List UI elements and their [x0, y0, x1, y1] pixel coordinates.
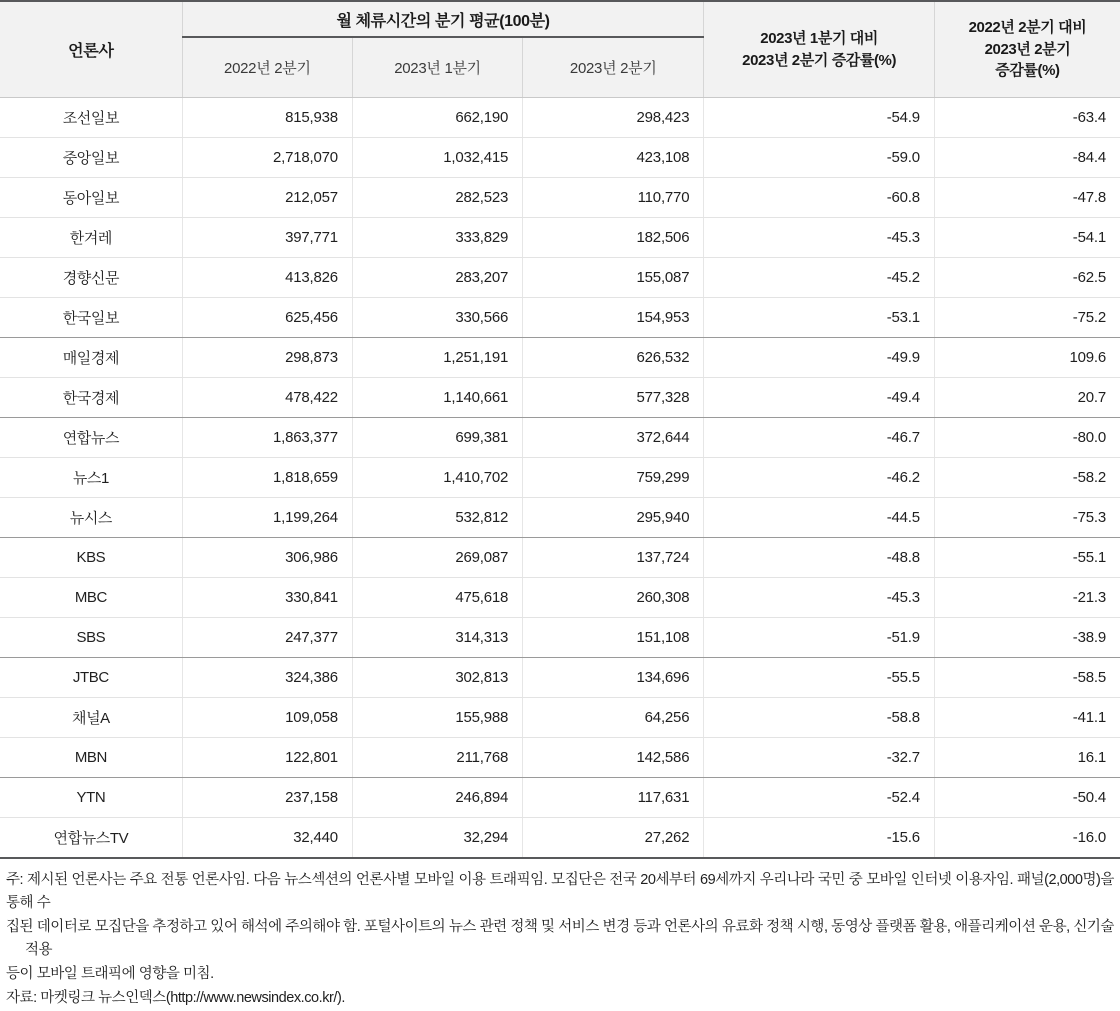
cell-q2-2022: 478,422: [182, 378, 352, 418]
cell-growth-yoy: 20.7: [934, 378, 1120, 418]
cell-q1-2023: 282,523: [352, 178, 522, 218]
cell-growth-yoy: -55.1: [934, 538, 1120, 578]
note-source: 자료: 마켓링크 뉴스인덱스(http://www.newsindex.co.kr/).: [6, 990, 345, 1007]
cell-outlet: 경향신문: [0, 258, 182, 298]
cell-outlet: KBS: [0, 538, 182, 578]
cell-q2-2023: 155,087: [523, 258, 704, 298]
cell-growth-qoq: -48.8: [704, 538, 935, 578]
cell-q1-2023: 302,813: [352, 658, 522, 698]
table-row: [0, 778, 1120, 818]
cell-growth-yoy: -75.3: [934, 498, 1120, 538]
cell-q1-2023: 32,294: [352, 818, 522, 859]
cell-growth-qoq: -46.7: [704, 418, 935, 458]
table-row: [0, 818, 1120, 859]
cell-growth-qoq: -51.9: [704, 618, 935, 658]
cell-growth-yoy: -38.9: [934, 618, 1120, 658]
cell-growth-qoq: -45.2: [704, 258, 935, 298]
cell-q2-2022: 212,057: [182, 178, 352, 218]
cell-q2-2022: 1,863,377: [182, 418, 352, 458]
cell-q2-2023: 27,262: [523, 818, 704, 859]
cell-outlet: 중앙일보: [0, 138, 182, 178]
table-row: [0, 298, 1120, 338]
cell-outlet: 뉴시스: [0, 498, 182, 538]
cell-q2-2023: 260,308: [523, 578, 704, 618]
cell-q2-2022: 330,841: [182, 578, 352, 618]
cell-q2-2023: 64,256: [523, 698, 704, 738]
cell-q2-2023: 154,953: [523, 298, 704, 338]
note-line-1: 주: 제시된 언론사는 주요 전통 언론사임. 다음 뉴스섹션의 언론사별 모바일 이용 트래픽임. 모집단은 전국 20세부터 69세까지 우리나라 국민 중 모바일 인터넷 이용자임. 패널(2,000명)을 통해 수: [6, 872, 1114, 912]
cell-q2-2022: 109,058: [182, 698, 352, 738]
note-line-2: 집된 데이터로 모집단을 추정하고 있어 해석에 주의해야 함. 포털사이트의 뉴스 관련 정책 및 서비스 변경 등과 언론사의 유료화 정책 시행, 동영상 플랫폼 활용, 애플리케이션 운용, 신기술 적용: [6, 918, 1114, 959]
cell-q2-2022: 32,440: [182, 818, 352, 859]
cell-growth-yoy: -21.3: [934, 578, 1120, 618]
header-outlet: 언론사: [0, 1, 182, 98]
cell-growth-qoq: -32.7: [704, 738, 935, 778]
cell-outlet: SBS: [0, 618, 182, 658]
cell-outlet: 한국경제: [0, 378, 182, 418]
cell-growth-qoq: -44.5: [704, 498, 935, 538]
cell-q1-2023: 333,829: [352, 218, 522, 258]
cell-q2-2023: 372,644: [523, 418, 704, 458]
table-row: [0, 578, 1120, 618]
cell-q1-2023: 246,894: [352, 778, 522, 818]
table-row: [0, 98, 1120, 138]
cell-q2-2022: 815,938: [182, 98, 352, 138]
cell-outlet: JTBC: [0, 658, 182, 698]
cell-q1-2023: 269,087: [352, 538, 522, 578]
note-line-3: 등이 모바일 트래픽에 영향을 미침.: [6, 965, 214, 982]
table-row: [0, 178, 1120, 218]
cell-q1-2023: 699,381: [352, 418, 522, 458]
cell-q2-2022: 397,771: [182, 218, 352, 258]
cell-outlet: 조선일보: [0, 98, 182, 138]
table-row: [0, 538, 1120, 578]
cell-q1-2023: 1,140,661: [352, 378, 522, 418]
header-sub-q2-2022: 2022년 2분기: [182, 37, 352, 98]
cell-growth-yoy: -84.4: [934, 138, 1120, 178]
cell-outlet: 뉴스1: [0, 458, 182, 498]
cell-outlet: MBN: [0, 738, 182, 778]
cell-q2-2023: 759,299: [523, 458, 704, 498]
cell-growth-yoy: -63.4: [934, 98, 1120, 138]
cell-outlet: 한국일보: [0, 298, 182, 338]
header-row-top: [0, 1, 1120, 37]
cell-growth-qoq: -45.3: [704, 578, 935, 618]
header-growth-yoy-line1: 2022년 2분기 대비: [968, 18, 1087, 36]
cell-outlet: 연합뉴스TV: [0, 818, 182, 859]
cell-q1-2023: 283,207: [352, 258, 522, 298]
cell-growth-yoy: -47.8: [934, 178, 1120, 218]
cell-q2-2022: 1,199,264: [182, 498, 352, 538]
table-row: [0, 138, 1120, 178]
cell-growth-qoq: -49.9: [704, 338, 935, 378]
header-growth-yoy: [934, 1, 1120, 98]
header-growth-qoq-line1: 2023년 1분기 대비: [760, 29, 878, 47]
header-growth-qoq-line2: 2023년 2분기 증감률(%): [742, 51, 897, 69]
header-group-avg-duration: 월 체류시간의 분기 평균(100분): [182, 1, 704, 37]
cell-outlet: 한겨레: [0, 218, 182, 258]
cell-q2-2022: 298,873: [182, 338, 352, 378]
cell-growth-qoq: -60.8: [704, 178, 935, 218]
table-head: [0, 1, 1120, 98]
cell-q1-2023: 1,251,191: [352, 338, 522, 378]
cell-q2-2023: 577,328: [523, 378, 704, 418]
cell-q2-2023: 117,631: [523, 778, 704, 818]
cell-growth-yoy: -62.5: [934, 258, 1120, 298]
cell-growth-yoy: -58.5: [934, 658, 1120, 698]
cell-q2-2022: 122,801: [182, 738, 352, 778]
cell-q2-2022: 237,158: [182, 778, 352, 818]
cell-q2-2022: 306,986: [182, 538, 352, 578]
cell-q1-2023: 532,812: [352, 498, 522, 538]
cell-outlet: 동아일보: [0, 178, 182, 218]
cell-q1-2023: 475,618: [352, 578, 522, 618]
cell-growth-yoy: -50.4: [934, 778, 1120, 818]
table-row: [0, 698, 1120, 738]
cell-q2-2023: 295,940: [523, 498, 704, 538]
cell-q2-2023: 626,532: [523, 338, 704, 378]
header-sub-q2-2023: 2023년 2분기: [523, 37, 704, 98]
cell-q1-2023: 314,313: [352, 618, 522, 658]
cell-growth-qoq: -46.2: [704, 458, 935, 498]
table-row: [0, 258, 1120, 298]
table-row: [0, 618, 1120, 658]
table-row: [0, 738, 1120, 778]
cell-growth-qoq: -59.0: [704, 138, 935, 178]
cell-growth-qoq: -45.3: [704, 218, 935, 258]
cell-growth-yoy: 109.6: [934, 338, 1120, 378]
cell-outlet: YTN: [0, 778, 182, 818]
cell-outlet: 연합뉴스: [0, 418, 182, 458]
cell-q1-2023: 155,988: [352, 698, 522, 738]
cell-outlet: MBC: [0, 578, 182, 618]
cell-growth-qoq: -52.4: [704, 778, 935, 818]
cell-q2-2023: 423,108: [523, 138, 704, 178]
cell-q1-2023: 662,190: [352, 98, 522, 138]
cell-growth-yoy: -58.2: [934, 458, 1120, 498]
cell-growth-qoq: -53.1: [704, 298, 935, 338]
cell-growth-yoy: -41.1: [934, 698, 1120, 738]
cell-growth-yoy: 16.1: [934, 738, 1120, 778]
header-growth-qoq: [704, 1, 935, 98]
header-growth-yoy-line2: 2023년 2분기: [984, 40, 1071, 58]
cell-growth-yoy: -80.0: [934, 418, 1120, 458]
cell-q2-2023: 110,770: [523, 178, 704, 218]
cell-q2-2022: 247,377: [182, 618, 352, 658]
cell-q2-2023: 137,724: [523, 538, 704, 578]
cell-outlet: 매일경제: [0, 338, 182, 378]
cell-growth-qoq: -55.5: [704, 658, 935, 698]
cell-outlet: 채널A: [0, 698, 182, 738]
cell-growth-yoy: -16.0: [934, 818, 1120, 859]
cell-growth-qoq: -54.9: [704, 98, 935, 138]
table-row: [0, 458, 1120, 498]
cell-q2-2022: 413,826: [182, 258, 352, 298]
cell-q2-2022: 1,818,659: [182, 458, 352, 498]
table-row: [0, 658, 1120, 698]
cell-q2-2023: 298,423: [523, 98, 704, 138]
cell-q1-2023: 211,768: [352, 738, 522, 778]
cell-q2-2023: 151,108: [523, 618, 704, 658]
cell-q2-2022: 324,386: [182, 658, 352, 698]
header-sub-q1-2023: 2023년 1분기: [352, 37, 522, 98]
cell-q1-2023: 330,566: [352, 298, 522, 338]
header-growth-yoy-line3: 증감률(%): [995, 62, 1060, 80]
cell-q2-2023: 182,506: [523, 218, 704, 258]
table-row: [0, 378, 1120, 418]
cell-growth-yoy: -54.1: [934, 218, 1120, 258]
cell-q2-2022: 2,718,070: [182, 138, 352, 178]
cell-growth-qoq: -49.4: [704, 378, 935, 418]
table-row: [0, 418, 1120, 458]
cell-q1-2023: 1,410,702: [352, 458, 522, 498]
cell-q2-2022: 625,456: [182, 298, 352, 338]
cell-growth-yoy: -75.2: [934, 298, 1120, 338]
table-row: [0, 218, 1120, 258]
table-notes: [0, 859, 1120, 1011]
cell-q2-2023: 134,696: [523, 658, 704, 698]
cell-q2-2023: 142,586: [523, 738, 704, 778]
cell-q1-2023: 1,032,415: [352, 138, 522, 178]
table-body: [0, 98, 1120, 859]
cell-growth-qoq: -15.6: [704, 818, 935, 859]
cell-growth-qoq: -58.8: [704, 698, 935, 738]
table-row: [0, 338, 1120, 378]
table-row: [0, 498, 1120, 538]
